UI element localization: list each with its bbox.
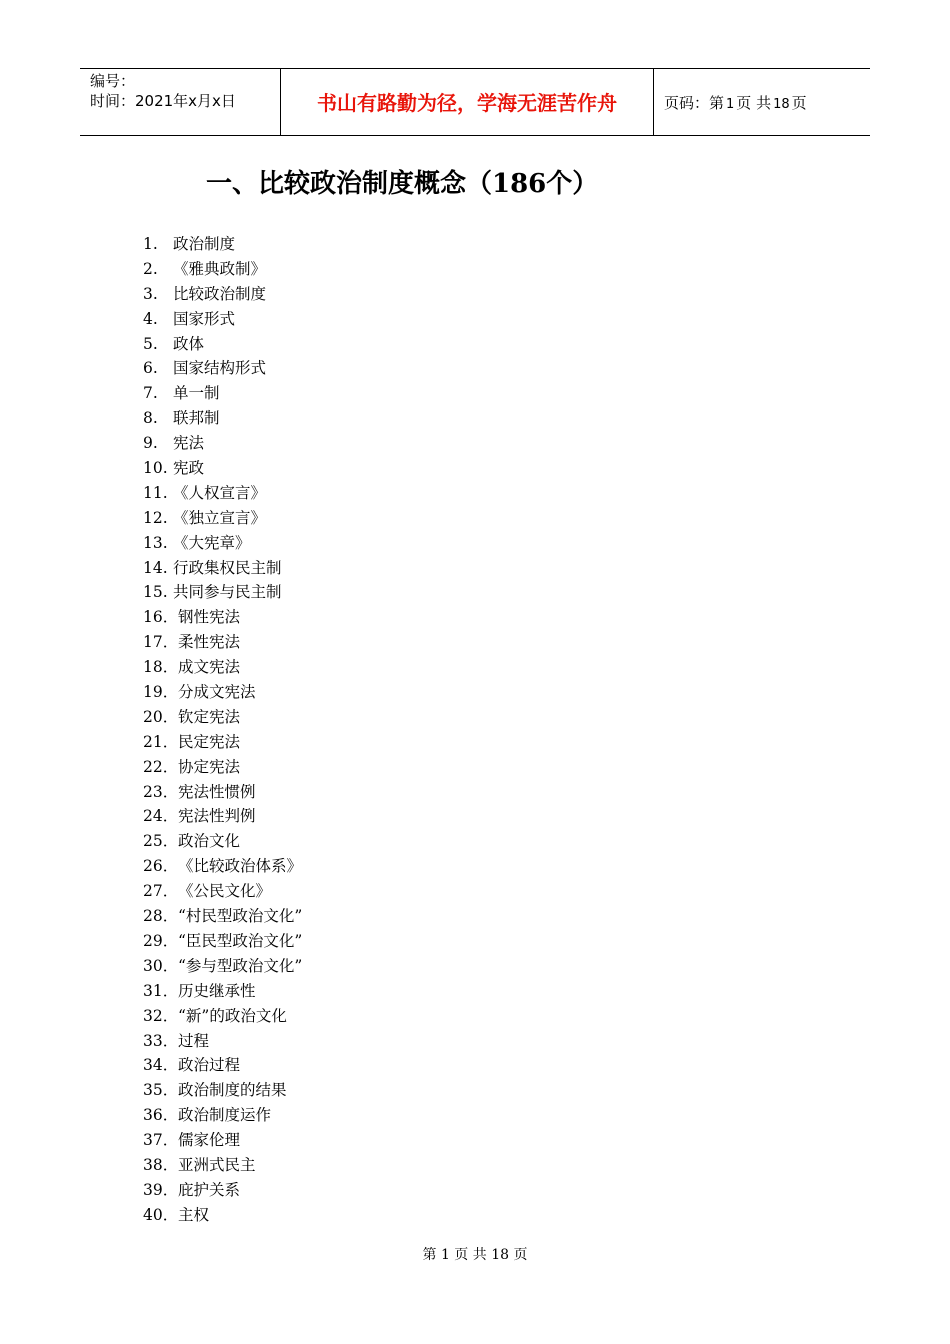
list-item-text: 成文宪法 [178,658,241,677]
section-title: 一、比较政治制度概念（186个） [206,169,599,199]
list-item-number: 3. [143,284,158,303]
list-item-text: 钦定宪法 [178,707,241,726]
page-header [80,68,870,136]
list-item [143,580,302,605]
list-item [143,979,302,1004]
list-item [143,481,302,506]
list-item-text: 单一制 [173,384,220,403]
list-item-text: 历史继承性 [178,981,256,1000]
header-motto: 书山有路勤为径，学海无涯苦作舟 [281,69,654,135]
list-item-text: 过程 [178,1031,210,1050]
list-item-text: 政治制度 [173,235,236,253]
list-item [143,1078,302,1103]
list-item-number: 12. [143,508,168,527]
list-item-number: 5. [143,334,158,353]
list-item [143,929,302,954]
list-item-text: 政治制度运作 [178,1106,272,1125]
list-item-number: 19． [143,683,179,702]
list-item-text: 《大宪章》 [173,533,251,552]
list-item [143,829,302,854]
list-item-text: 行政集权民主制 [173,558,282,577]
list-item-text: 国家形式 [173,309,236,328]
list-item-number: 37． [143,1131,179,1150]
list-item-number: 36． [143,1106,179,1125]
list-item-text: “参与型政治文化” [178,956,303,975]
list-item-number: 38． [143,1155,179,1174]
list-item [143,780,302,805]
list-item [143,332,302,357]
list-item-text: 《人权宣言》 [173,483,267,502]
list-item-text: 亚洲式民主 [178,1155,256,1174]
list-item-number: 24． [143,807,179,826]
list-item [143,381,302,406]
list-item-text: 分成文宪法 [178,683,256,702]
list-item [143,730,302,755]
list-item-text: 宪法性判例 [178,807,256,826]
list-item-number: 34． [143,1056,179,1075]
list-item-text: 政治制度的结果 [178,1081,287,1100]
list-item-number: 8. [143,409,158,428]
list-item-text: 政治过程 [178,1056,241,1075]
list-item [143,705,302,730]
list-item [143,655,302,680]
list-item-number: 18． [143,658,179,677]
list-item [143,257,302,282]
list-item-number: 26． [143,857,179,876]
list-item [143,630,302,655]
page-current: 1 [726,97,735,112]
list-item-text: 协定宪法 [178,757,241,776]
list-item [143,531,302,556]
list-item [143,1004,302,1029]
list-item [143,282,302,307]
page-mid: 页 共 [736,94,772,112]
list-item [143,406,302,431]
list-item-number: 29． [143,931,179,950]
list-item [143,456,302,481]
list-item-number: 20． [143,707,179,726]
list-item-number: 14. [143,558,168,577]
list-item [143,1053,302,1078]
list-item-number: 17． [143,633,179,652]
list-item-number: 39． [143,1180,179,1199]
document-time-label: 时间：2021年x月x日 [90,92,236,110]
list-item-text: 共同参与民主制 [173,583,282,602]
list-item [143,1178,302,1203]
list-item [143,1153,302,1178]
list-item [143,1103,302,1128]
list-item-number: 10. [143,459,168,478]
list-item-text: 宪法性惯例 [178,782,256,801]
document-id-label: 编号： [90,72,136,90]
list-item-text: “新”的政治文化 [178,1006,287,1025]
list-item [143,680,302,705]
list-item-text: 庇护关系 [178,1180,241,1199]
list-item-number: 15. [143,583,168,602]
concept-list [143,232,302,1228]
list-item [143,307,302,332]
list-item-number: 2. [143,259,158,278]
list-item-number: 1. [143,235,158,253]
list-item [143,356,302,381]
list-item [143,804,302,829]
list-item [143,755,302,780]
list-item-number: 4. [143,309,158,328]
page-total: 18 [773,97,790,112]
list-item-text: 宪法 [173,434,205,453]
list-item-number: 13. [143,533,168,552]
list-item-number: 33． [143,1031,179,1050]
list-item-text: 比较政治制度 [173,284,267,303]
list-item [143,1128,302,1153]
list-item-text: 《比较政治体系》 [178,857,303,876]
list-item-number: 16． [143,608,179,627]
list-item-number: 27． [143,882,179,901]
list-item [143,431,302,456]
page-footer: 第 1 页 共 18 页 [422,1247,528,1263]
list-item-number: 40． [143,1205,179,1224]
list-item-number: 31． [143,981,179,1000]
list-item-number: 23． [143,782,179,801]
list-item [143,506,302,531]
list-item-text: 国家结构形式 [173,359,267,378]
list-item [143,605,302,630]
list-item-text: “臣民型政治文化” [178,931,303,950]
list-item-text: 政体 [173,334,205,353]
list-item-text: 柔性宪法 [178,633,241,652]
list-item [143,854,302,879]
page-prefix: 页码：第 [664,94,725,112]
list-item [143,879,302,904]
list-item-text: “村民型政治文化” [178,907,303,926]
list-item-text: 《独立宣言》 [173,508,267,527]
list-item-number: 22． [143,757,179,776]
header-page-number [654,69,870,135]
list-item-number: 9. [143,434,158,453]
list-item [143,1203,302,1228]
list-item-number: 11. [143,483,168,502]
list-item [143,904,302,929]
list-item-text: 民定宪法 [178,732,241,751]
header-meta-cell [80,69,281,135]
list-item-text: 联邦制 [173,409,220,428]
list-item-text: 《雅典政制》 [173,259,267,278]
list-item [143,954,302,979]
list-item-number: 6. [143,359,158,378]
list-item-text: 宪政 [173,459,205,478]
list-item-text: 钢性宪法 [178,608,241,627]
list-item [143,232,302,257]
list-item-number: 7. [143,384,158,403]
list-item-number: 21． [143,732,179,751]
list-item-text: 儒家伦理 [178,1131,241,1150]
list-item-text: 《公民文化》 [178,882,272,901]
list-item-number: 28． [143,907,179,926]
list-item-number: 30． [143,956,179,975]
list-item-text: 主权 [178,1205,210,1224]
list-item-number: 25． [143,832,179,851]
list-item-number: 32． [143,1006,179,1025]
list-item [143,556,302,581]
list-item-number: 35． [143,1081,179,1100]
list-item-text: 政治文化 [178,832,241,851]
list-item [143,1029,302,1054]
page-suffix: 页 [791,94,807,112]
